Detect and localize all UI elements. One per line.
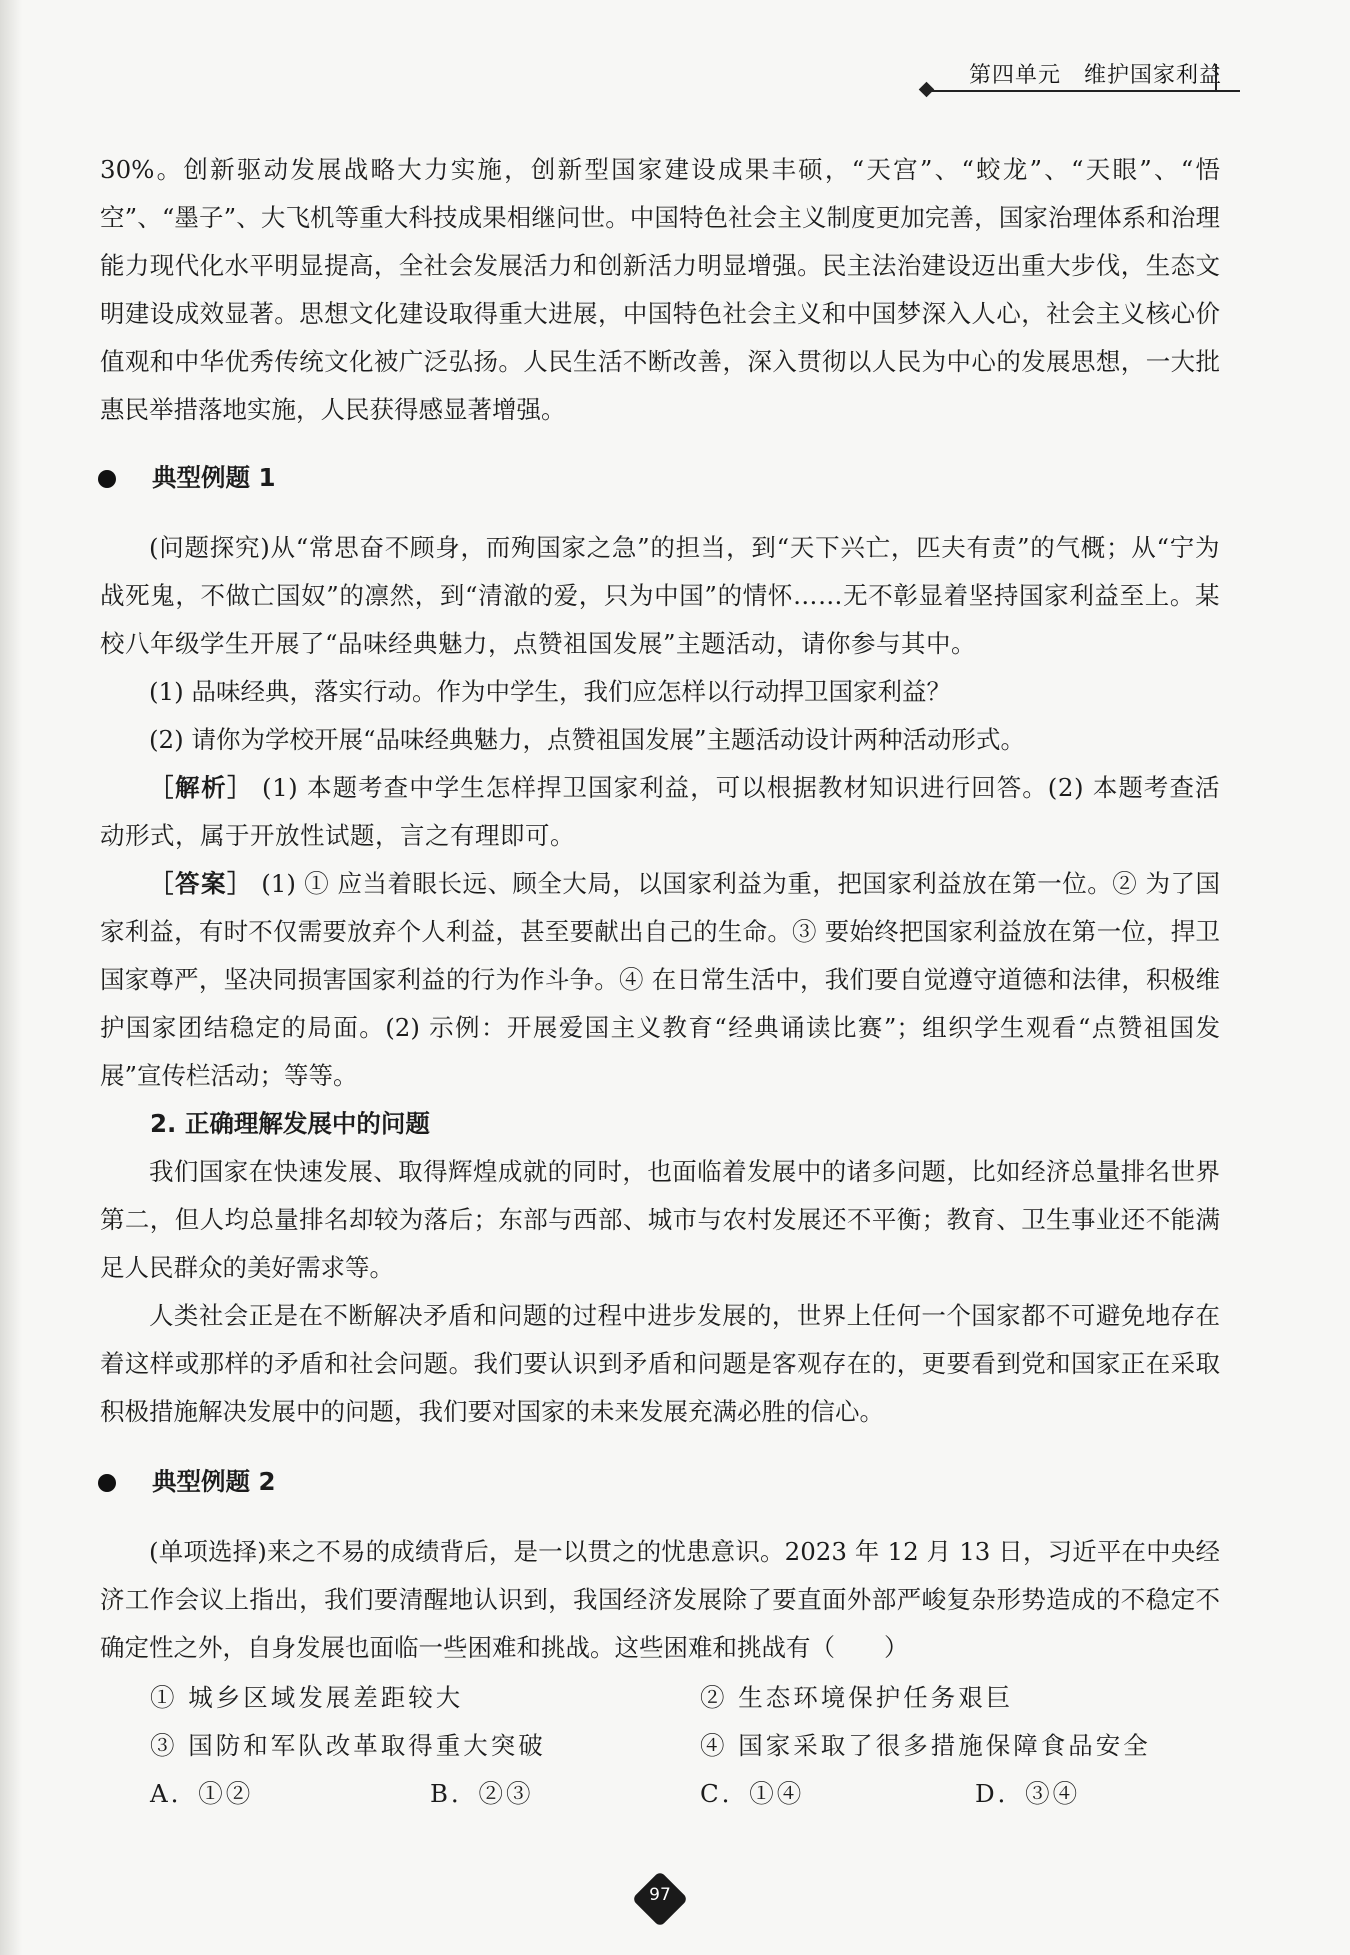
section2-paragraph-2: 人类社会正是在不断解决矛盾和问题的过程中进步发展的，世界上任何一个国家都不可避免地存在着这样或那样的矛盾和社会问题。我们要认识到矛盾和问题是客观存在的，更要看到党和国家正在采取积极措施解决发展中的问题，我们要对国家的未来发展充满必胜的信心。 — [100, 1301, 1220, 1426]
statement-4: ④ 国家采取了很多措施保障食品安全 — [700, 1731, 1151, 1760]
example1-question: (问题探究)从“常思奋不顾身，而殉国家之急”的担当，到“天下兴亡，匹夫有责”的气概；从“宁为战死鬼，不做亡国奴”的凛然，到“清澈的爱，只为中国”的情怀……无不彰显着坚持国家利益至上。某校八年级学生开展了“品味经典魅力，点赞祖国发展”主题活动，请你参与其中。 — [100, 533, 1220, 658]
example2-heading — [100, 1458, 1220, 1506]
running-header: 第四单元 维护国家利益 — [968, 63, 1222, 88]
section2-paragraph-1: 我们国家在快速发展、取得辉煌成就的同时，也面临着发展中的诸多问题，比如经济总量排名世界第二，但人均总量排名却较为落后；东部与西部、城市与农村发展还不平衡；教育、卫生事业还不能满足人民群众的美好需求等。 — [100, 1157, 1220, 1282]
choice-d: D．③④ — [975, 1779, 1081, 1808]
example2-options — [100, 1674, 1220, 1818]
answer-text: (1) ① 应当着眼长远、顾全大局，以国家利益为重，把国家利益放在第一位。② 为了国家利益，有时不仅需要放弃个人利益，甚至要献出自己的生命。③ 要始终把国家利益放在第一位，捍卫国家尊严，坚决同损害国家利益的行为作斗争。④ 在日常生活中，我们要自觉遵守道德和法律，积极维护国家团结稳定的局面。(2) 示例：开展爱国主义教育“经典诵读比赛”；组织学生观看“点赞祖国发展”宣传栏活动；等等。 — [100, 869, 1220, 1090]
page-content — [100, 146, 1220, 1818]
intro-paragraph: 30%。创新驱动发展战略大力实施，创新型国家建设成果丰硕，“天宫”、“蛟龙”、“天眼”、“悟空”、“墨子”、大飞机等重大科技成果相继问世。中国特色社会主义制度更加完善，国家治理体系和治理能力现代化水平明显提高，全社会发展活力和创新活力明显增强。民主法治建设迈出重大步伐，生态文明建设成效显著。思想文化建设取得重大进展，中国特色社会主义和中国梦深入人心，社会主义核心价值观和中华优秀传统文化被广泛弘扬。人民生活不断改善，深入贯彻以人民为中心的发展思想，一大批惠民举措落地实施，人民获得感显著增强。 — [100, 155, 1220, 424]
analysis-text: (1) 本题考查中学生怎样捍卫国家利益，可以根据教材知识进行回答。(2) 本题考查活动形式，属于开放性试题，言之有理即可。 — [100, 773, 1221, 850]
page-number-text: 97 — [649, 1885, 671, 1905]
example1-q2: (2) 请你为学校开展“品味经典魅力，点赞祖国发展”主题活动设计两种活动形式。 — [149, 725, 1026, 754]
example1-q1: (1) 品味经典，落实行动。作为中学生，我们应怎样以行动捍卫国家利益？ — [149, 677, 951, 706]
header-rule-stub — [1215, 64, 1217, 90]
choice-c: C．①④ — [700, 1779, 805, 1808]
example1-heading — [100, 454, 1220, 502]
statement-3: ③ 国防和军队改革取得重大突破 — [150, 1731, 546, 1760]
bullet-icon — [98, 470, 116, 488]
example1-analysis — [100, 764, 1220, 860]
example2-question: (单项选择)来之不易的成绩背后，是一以贯之的忧患意识。2023 年 12 月 13 日，习近平在中央经济工作会议上指出，我们要清醒地认识到，我国经济发展除了要直面外部严峻复杂形势造成的不稳定不确定性之外，自身发展也面临一些困难和挑战。这些困难和挑战有（ ） — [100, 1537, 1220, 1662]
answer-label: ［答案］ — [149, 869, 253, 898]
choice-a: A．①② — [150, 1779, 254, 1808]
example1-answer — [100, 860, 1220, 1100]
statement-2: ② 生态环境保护任务艰巨 — [700, 1683, 1014, 1712]
page-binding-shadow — [0, 0, 22, 1955]
choice-b: B．②③ — [430, 1779, 534, 1808]
header-rule — [930, 90, 1240, 92]
header-diamond-icon — [919, 82, 935, 98]
section2-title: 2. 正确理解发展中的问题 — [150, 1109, 430, 1138]
analysis-label: ［解析］ — [149, 773, 254, 802]
statement-1: ① 城乡区域发展差距较大 — [150, 1683, 464, 1712]
example2-title: 典型例题 2 — [152, 1467, 276, 1496]
example1-title: 典型例题 1 — [152, 463, 276, 492]
page-number — [634, 1873, 686, 1925]
bullet-icon — [98, 1474, 116, 1492]
